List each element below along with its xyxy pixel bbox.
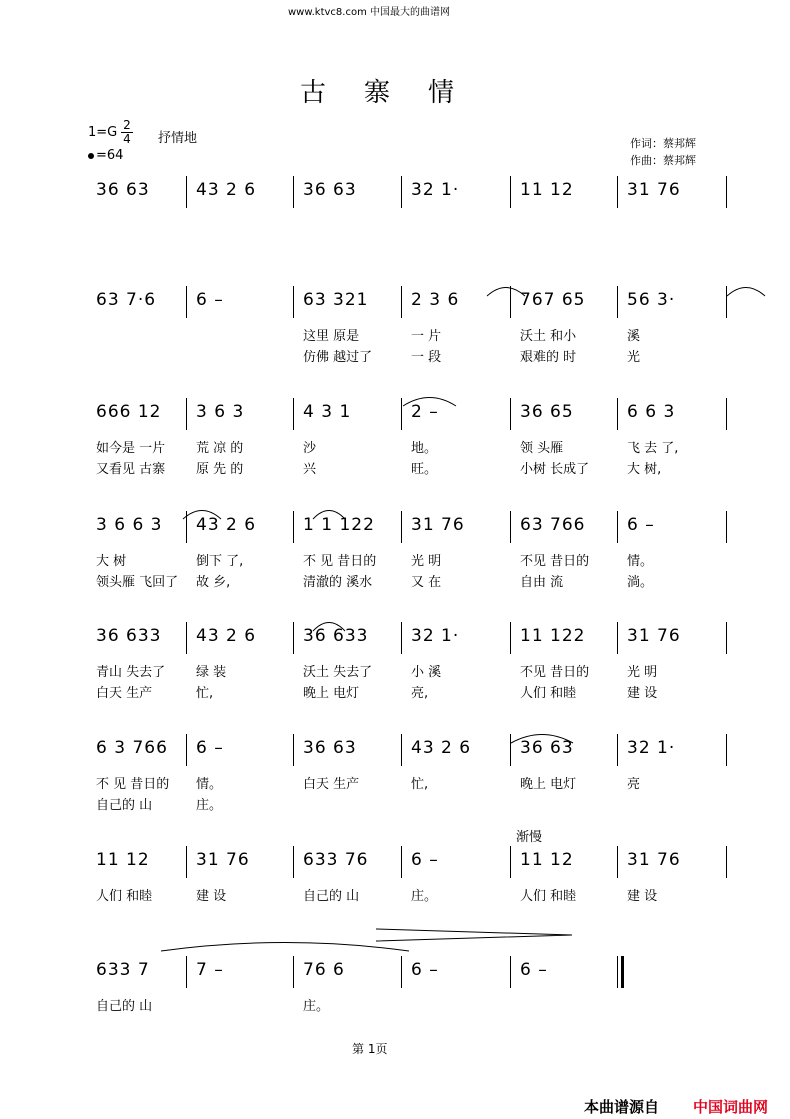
- final-bar-line: [621, 956, 624, 988]
- bar-line: [401, 176, 402, 208]
- lyric-line-2: 晚上 电灯: [303, 686, 360, 701]
- measure-notes: 3 6 6 3: [96, 515, 163, 535]
- measure-notes: 3 6 3: [196, 402, 245, 422]
- lyric-line-1: 自己的 山: [303, 889, 360, 904]
- bar-line: [186, 956, 187, 988]
- measure-notes: 36 633: [96, 626, 162, 646]
- measure-notes: 36 63: [303, 738, 357, 758]
- bar-line: [293, 286, 294, 318]
- slur-arc: [312, 506, 346, 520]
- measure-notes: 31 76: [411, 515, 465, 535]
- source-name: 中国词曲网: [693, 1098, 769, 1116]
- lyric-line-2: 忙,: [196, 686, 214, 701]
- measure-notes: 1 1 122: [303, 515, 375, 535]
- bar-line: [510, 511, 511, 543]
- measure-notes: 31 76: [627, 850, 681, 870]
- measure-notes: 31 76: [627, 180, 681, 200]
- expression-mark: 抒情地: [158, 131, 198, 146]
- lyric-line-2: 建 设: [627, 686, 658, 701]
- measure-notes: 76 6: [303, 960, 345, 980]
- bar-line: [401, 511, 402, 543]
- composer-credit: 作曲：蔡邦辉: [630, 154, 696, 167]
- measure-notes: 633 7: [96, 960, 150, 980]
- bar-line: [401, 622, 402, 654]
- lyric-line-1: 不见 昔日的: [520, 665, 590, 680]
- measure-notes: 767 65: [520, 290, 586, 310]
- measure-notes: 36 63: [303, 180, 357, 200]
- lyric-line-1: 领 头雁: [520, 441, 564, 456]
- song-title: 古寨情: [300, 78, 493, 108]
- lyric-line-1: 忙,: [411, 777, 429, 792]
- lyric-line-2: 领头雁 飞回了: [96, 575, 179, 590]
- lyric-line-1: 人们 和睦: [96, 889, 153, 904]
- bar-line: [617, 734, 618, 766]
- bar-line: [617, 286, 618, 318]
- lyric-line-2: 艰难的 时: [520, 350, 577, 365]
- bar-line: [617, 398, 618, 430]
- lyric-line-1: 地。: [411, 441, 438, 456]
- bar-line: [293, 176, 294, 208]
- measure-notes: 4 3 1: [303, 402, 352, 422]
- measure-notes: 43 2 6: [196, 515, 257, 535]
- bar-line: [617, 622, 618, 654]
- measure-notes: 63 321: [303, 290, 369, 310]
- measure-notes: 6 –: [196, 290, 224, 310]
- bar-line: [510, 956, 511, 988]
- measure-notes: 2 –: [411, 402, 439, 422]
- lyric-line-1: 这里 原是: [303, 329, 360, 344]
- bar-line: [617, 846, 618, 878]
- bar-line: [186, 176, 187, 208]
- bar-line: [617, 176, 618, 208]
- lyric-line-2: 仿佛 越过了: [303, 350, 373, 365]
- lyric-line-1: 情。: [627, 554, 654, 569]
- bar-line: [293, 398, 294, 430]
- bar-line: [401, 956, 402, 988]
- measure-notes: 36 65: [520, 402, 574, 422]
- bar-line: [293, 511, 294, 543]
- source-label: 本曲谱源自: [584, 1098, 660, 1116]
- bar-line: [401, 734, 402, 766]
- lyric-line-1: 沃土 失去了: [303, 665, 373, 680]
- lyric-line-2: 白天 生产: [96, 686, 153, 701]
- lyric-line-2: 光: [627, 350, 641, 365]
- measure-notes: 7 –: [196, 960, 224, 980]
- lyric-line-1: 荒 凉 的: [196, 441, 244, 456]
- lyric-line-1: 晚上 电灯: [520, 777, 577, 792]
- lyric-line-2: 旺。: [411, 462, 438, 477]
- slur-arc: [486, 283, 526, 297]
- lyric-line-1: 庄。: [411, 889, 438, 904]
- quarter-note-icon: [88, 153, 94, 159]
- bar-line: [186, 846, 187, 878]
- lyric-line-1: 白天 生产: [303, 777, 360, 792]
- lyric-line-1: 不 见 昔日的: [303, 554, 377, 569]
- lyric-line-2: 亮,: [411, 686, 429, 701]
- measure-notes: 6 –: [520, 960, 548, 980]
- lyric-line-1: 建 设: [627, 889, 658, 904]
- measure-notes: 11 12: [96, 850, 150, 870]
- measure-notes: 43 2 6: [196, 180, 257, 200]
- lyric-line-2: 庄。: [196, 798, 223, 813]
- measure-notes: 43 2 6: [196, 626, 257, 646]
- lyric-line-1: 飞 去 了,: [627, 441, 679, 456]
- measure-notes: 63 7·6: [96, 290, 157, 310]
- bar-line: [510, 622, 511, 654]
- bar-line: [726, 176, 727, 208]
- lyric-line-1: 如今是 一片: [96, 441, 166, 456]
- bar-line: [726, 511, 727, 543]
- lyric-line-1: 自己的 山: [96, 999, 153, 1014]
- measure-notes: 6 3 766: [96, 738, 168, 758]
- bar-line: [293, 846, 294, 878]
- lyric-line-2: 兴: [303, 462, 317, 477]
- lyric-line-1: 倒下 了,: [196, 554, 244, 569]
- measure-notes: 6 –: [411, 960, 439, 980]
- bar-line: [617, 956, 618, 988]
- measure-notes: 11 12: [520, 180, 574, 200]
- time-signature: [121, 119, 133, 146]
- lyric-line-2: 故 乡,: [196, 575, 231, 590]
- lyric-line-1: 绿 装: [196, 665, 227, 680]
- slur-arc: [402, 393, 457, 407]
- lyric-line-1: 庄。: [303, 999, 330, 1014]
- lyric-line-2: 一 段: [411, 350, 442, 365]
- lyric-line-1: 不 见 昔日的: [96, 777, 170, 792]
- site-header: www.ktvc8.com 中国最大的曲谱网: [288, 7, 451, 18]
- measure-notes: 63 766: [520, 515, 586, 535]
- time-bottom: 4: [121, 132, 133, 146]
- measure-notes: 36 633: [303, 626, 369, 646]
- bar-line: [510, 176, 511, 208]
- tempo-value: =64: [96, 148, 124, 163]
- lyric-line-2: 自己的 山: [96, 798, 153, 813]
- measure-notes: 11 122: [520, 626, 586, 646]
- measure-notes: 32 1·: [627, 738, 676, 758]
- lyric-line-1: 不见 昔日的: [520, 554, 590, 569]
- measure-notes: 6 –: [411, 850, 439, 870]
- measure-notes: 32 1·: [411, 626, 460, 646]
- measure-notes: 32 1·: [411, 180, 460, 200]
- measure-notes: 6 6 3: [627, 402, 676, 422]
- measure-notes: 633 76: [303, 850, 369, 870]
- lyric-line-1: 溪: [627, 329, 641, 344]
- measure-notes: 56 3·: [627, 290, 676, 310]
- lyric-line-1: 光 明: [627, 665, 658, 680]
- measure-notes: 43 2 6: [411, 738, 472, 758]
- measure-notes: 36 63: [520, 738, 574, 758]
- tempo-mark: [88, 148, 123, 163]
- lyric-line-1: 大 树: [96, 554, 127, 569]
- lyric-line-1: 亮: [627, 777, 641, 792]
- decrescendo-hairpin: [376, 927, 576, 945]
- measure-notes: 31 76: [196, 850, 250, 870]
- slur-arc: [160, 938, 410, 952]
- lyric-line-2: 又看见 古寨: [96, 462, 166, 477]
- page-number: 第 1页: [352, 1042, 388, 1056]
- bar-line: [293, 622, 294, 654]
- measure-notes: 31 76: [627, 626, 681, 646]
- measure-notes: 36 63: [96, 180, 150, 200]
- slur-arc: [182, 506, 222, 520]
- lyric-line-1: 一 片: [411, 329, 442, 344]
- measure-notes: 6 –: [196, 738, 224, 758]
- slur-arc: [312, 618, 346, 632]
- lyric-line-1: 人们 和睦: [520, 889, 577, 904]
- time-top: 2: [123, 118, 131, 132]
- lyric-line-1: 青山 失去了: [96, 665, 166, 680]
- lyric-line-2: 人们 和睦: [520, 686, 577, 701]
- measure-notes: 6 –: [627, 515, 655, 535]
- lyric-line-1: 光 明: [411, 554, 442, 569]
- bar-line: [401, 286, 402, 318]
- bar-line: [186, 734, 187, 766]
- bar-line: [726, 622, 727, 654]
- measure-notes: 11 12: [520, 850, 574, 870]
- lyric-line-1: 沙: [303, 441, 317, 456]
- slur-arc: [726, 283, 766, 297]
- lyric-line-2: 原 先 的: [196, 462, 244, 477]
- bar-line: [617, 511, 618, 543]
- lyricist-credit: 作词：蔡邦辉: [630, 137, 696, 150]
- lyric-line-2: 淌。: [627, 575, 654, 590]
- lyric-line-2: 又 在: [411, 575, 442, 590]
- lyric-line-2: 自由 流: [520, 575, 564, 590]
- bar-line: [401, 846, 402, 878]
- bar-line: [726, 398, 727, 430]
- slur-arc: [510, 730, 574, 744]
- bar-line: [293, 956, 294, 988]
- bar-line: [726, 734, 727, 766]
- lyric-line-2: 大 树,: [627, 462, 662, 477]
- bar-line: [186, 398, 187, 430]
- tempo-marking: 渐慢: [516, 830, 543, 845]
- key-signature: 1=G: [88, 125, 118, 140]
- bar-line: [726, 846, 727, 878]
- bar-line: [293, 734, 294, 766]
- measure-notes: 2 3 6: [411, 290, 460, 310]
- bar-line: [186, 286, 187, 318]
- bar-line: [510, 398, 511, 430]
- lyric-line-1: 沃土 和小: [520, 329, 577, 344]
- lyric-line-2: 小树 长成了: [520, 462, 590, 477]
- lyric-line-2: 清澈的 溪水: [303, 575, 373, 590]
- bar-line: [186, 622, 187, 654]
- lyric-line-1: 情。: [196, 777, 223, 792]
- lyric-line-1: 建 设: [196, 889, 227, 904]
- lyric-line-1: 小 溪: [411, 665, 442, 680]
- measure-notes: 666 12: [96, 402, 162, 422]
- bar-line: [510, 846, 511, 878]
